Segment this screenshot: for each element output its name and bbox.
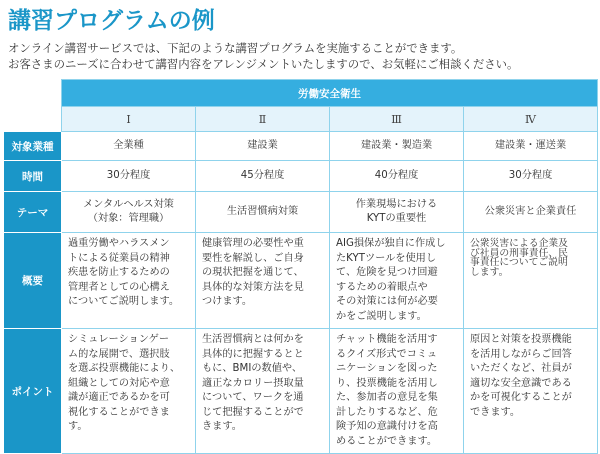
cell-line: するための着眼点や [336,281,428,293]
cell [464,192,598,233]
intro-line: オンライン講習サービスでは、下記のような講習プログラムを実施することができます。 [8,41,463,55]
page-title: 講習プログラムの例 [8,8,215,34]
cell [330,192,464,233]
cell-line: 疾患を防止するための [68,267,170,278]
cell [196,329,330,454]
cell-line: 過重労働やハラスメン [68,238,170,249]
cell-line: について、ワークを通 [202,392,304,403]
cell-line: 事責任についてご説明 [470,257,568,268]
cell-line: ム的な展開で、選択肢 [68,348,170,360]
row-header: 対象業種 [4,132,62,161]
column-header-row [4,107,598,132]
row-point [4,329,598,454]
cell-line: 適切な安全意識である [470,377,572,389]
cell-line: り、投票機能を活用し [336,377,438,389]
cell-line: 管理者としての心構え [68,281,170,293]
cell-line: チャット機能を活用す [336,334,438,345]
cell: 30分程度 [464,161,598,192]
row-target [4,132,598,161]
column-header: Ⅱ [196,107,330,132]
cell-line: 要性を解説し、ご自身 [202,252,304,264]
cell-line: 具体的な対策方法を見 [202,281,304,293]
cell-line: きます。 [202,421,242,432]
cell-line: 視化することができま [68,406,170,418]
cell-line: た、参加者の意見を集 [336,392,438,403]
cell-line: 識が適正であるかを可 [68,392,170,403]
cell-line: かを可視化することが [470,392,572,403]
cell-line: 原因と対策を投票機能 [470,334,572,345]
row-summary [4,233,598,329]
cell-line: します。 [470,266,509,278]
cell-line: す。 [68,421,88,432]
cell: 40分程度 [330,161,464,192]
cell-line: 計したりするなど、危 [336,406,438,418]
cell-line: び社員の刑事責任、民 [470,247,568,259]
program-table [3,79,598,454]
cell [330,329,464,454]
cell [62,233,196,329]
cell [62,192,196,233]
row-header: 時間 [4,161,62,192]
column-header: Ⅲ [330,107,464,132]
cell-line: て、危険を見つけ回避 [336,267,438,278]
corner-cell [4,107,62,132]
cell-line: 生活習慣病とは何かを [202,334,304,345]
cell-line: の現状把握を通じて、 [202,267,304,278]
cell: 30分程度 [62,161,196,192]
row-header: テーマ [4,192,62,233]
cell: 建設業・製造業 [330,132,464,161]
cell-line: かをご説明します。 [336,310,427,322]
cell-line: を活用しながらご回答 [470,348,572,360]
cell: 建設業・運送業 [464,132,598,161]
cell [464,233,598,329]
cell: 45分程度 [196,161,330,192]
cell-line: KYTの重要性 [366,213,427,224]
cell-line: つけます。 [202,296,253,307]
cell-line: もに、BMIの数値や、 [202,363,303,374]
category-band: 労働安全衛生 [62,80,598,107]
cell-line: たKYTツールを使用し [336,252,437,264]
row-time [4,161,598,192]
cell-line: 具体的に把握するとと [202,348,304,360]
row-header: 概要 [4,233,62,329]
cell [464,329,598,454]
intro-text [8,40,598,72]
cell-line: 作業現場における [355,199,438,210]
cell-line: 適正なカロリー摂取量 [202,377,304,389]
band-row [4,80,598,107]
cell [196,192,330,233]
cell [196,233,330,329]
cell-line: めることができます。 [336,435,438,447]
column-header: Ⅰ [62,107,196,132]
cell-line: 組織としての対応や意 [68,377,170,389]
cell-line: シミュレーションゲー [68,334,170,345]
cell-line: トによる従業員の精神 [68,252,170,264]
cell-line: 公衆災害による企業及 [470,238,568,249]
row-header: ポイント [4,329,62,454]
cell: 全業種 [62,132,196,161]
cell-line: 公衆災害と企業責任 [484,206,577,217]
cell-line: るクイズ形式でコミュ [336,348,438,360]
cell-line: AIG損保が独自に作成し [336,238,446,249]
column-header: Ⅳ [464,107,598,132]
cell: 建設業 [196,132,330,161]
cell-line: （対象：管理職） [87,213,170,224]
row-theme [4,192,598,233]
cell-line: 健康管理の必要性や重 [202,238,304,249]
cell-line: その対策には何が必要 [336,296,438,307]
corner-cell [4,80,62,107]
cell-line: を選ぶ投票機能により、 [68,363,181,374]
cell [330,233,464,329]
intro-line: お客さまのニーズに合わせて講習内容をアレンジメントいたしますので、お気軽にご相談ください。 [8,57,519,71]
cell-line: じて把握することがで [202,406,304,418]
cell-line: 険予知の意識付けを高 [336,421,438,432]
cell-line: メンタルヘルス対策 [83,199,174,210]
cell-line: 生活習慣病対策 [226,206,299,217]
cell-line: についてご説明します。 [68,296,180,307]
cell-line: ニケーションを図った [336,363,438,374]
cell-line: いただくなど、社員が [470,363,572,374]
cell-line: できます。 [470,406,521,418]
cell [62,329,196,454]
